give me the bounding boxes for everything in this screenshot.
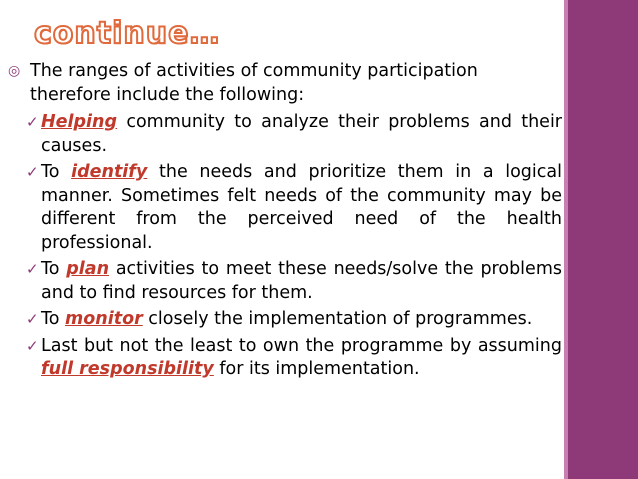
- list-item: [8, 111, 562, 158]
- intro-text: The ranges of activities of community participation therefore include the following:: [30, 61, 478, 105]
- slide-title: continue…: [34, 16, 221, 51]
- item-post: for its implementation.: [213, 359, 420, 379]
- slide-content: [8, 60, 562, 385]
- item-post: community to analyze their problems and their causes.: [41, 112, 562, 156]
- checkmark-icon: ✓: [26, 163, 39, 181]
- decorative-side-stripe: [568, 0, 638, 479]
- checkmark-icon: ✓: [26, 113, 39, 131]
- item-post: the needs and prioritize them in a logical manner. Sometimes felt needs of the community may be different from the perceived need of the health professional.: [41, 162, 562, 253]
- item-pre: Last but not the least to own the programme by assuming: [41, 335, 562, 356]
- item-keyword: plan: [66, 259, 110, 279]
- checkmark-icon: ✓: [26, 310, 39, 328]
- item-post: activities to meet these needs/solve the problems and to find resources for them.: [41, 259, 562, 303]
- item-keyword: monitor: [65, 309, 143, 329]
- checkmark-icon: ✓: [26, 260, 39, 278]
- list-item: [8, 335, 562, 382]
- item-keyword: Helping: [41, 112, 118, 132]
- list-item: [8, 258, 562, 305]
- item-keyword: full responsibility: [41, 359, 214, 379]
- item-pre: To: [41, 162, 72, 182]
- target-bullet-icon: ◎: [8, 63, 21, 79]
- list-item: [8, 308, 562, 332]
- item-pre: To: [41, 259, 67, 279]
- checkmark-icon: ✓: [26, 336, 39, 355]
- intro-bullet: [8, 60, 562, 107]
- list-item: [8, 161, 562, 255]
- item-post: closely the implementation of programmes.: [142, 309, 533, 329]
- item-keyword: identify: [71, 162, 148, 182]
- item-pre: To: [41, 309, 65, 329]
